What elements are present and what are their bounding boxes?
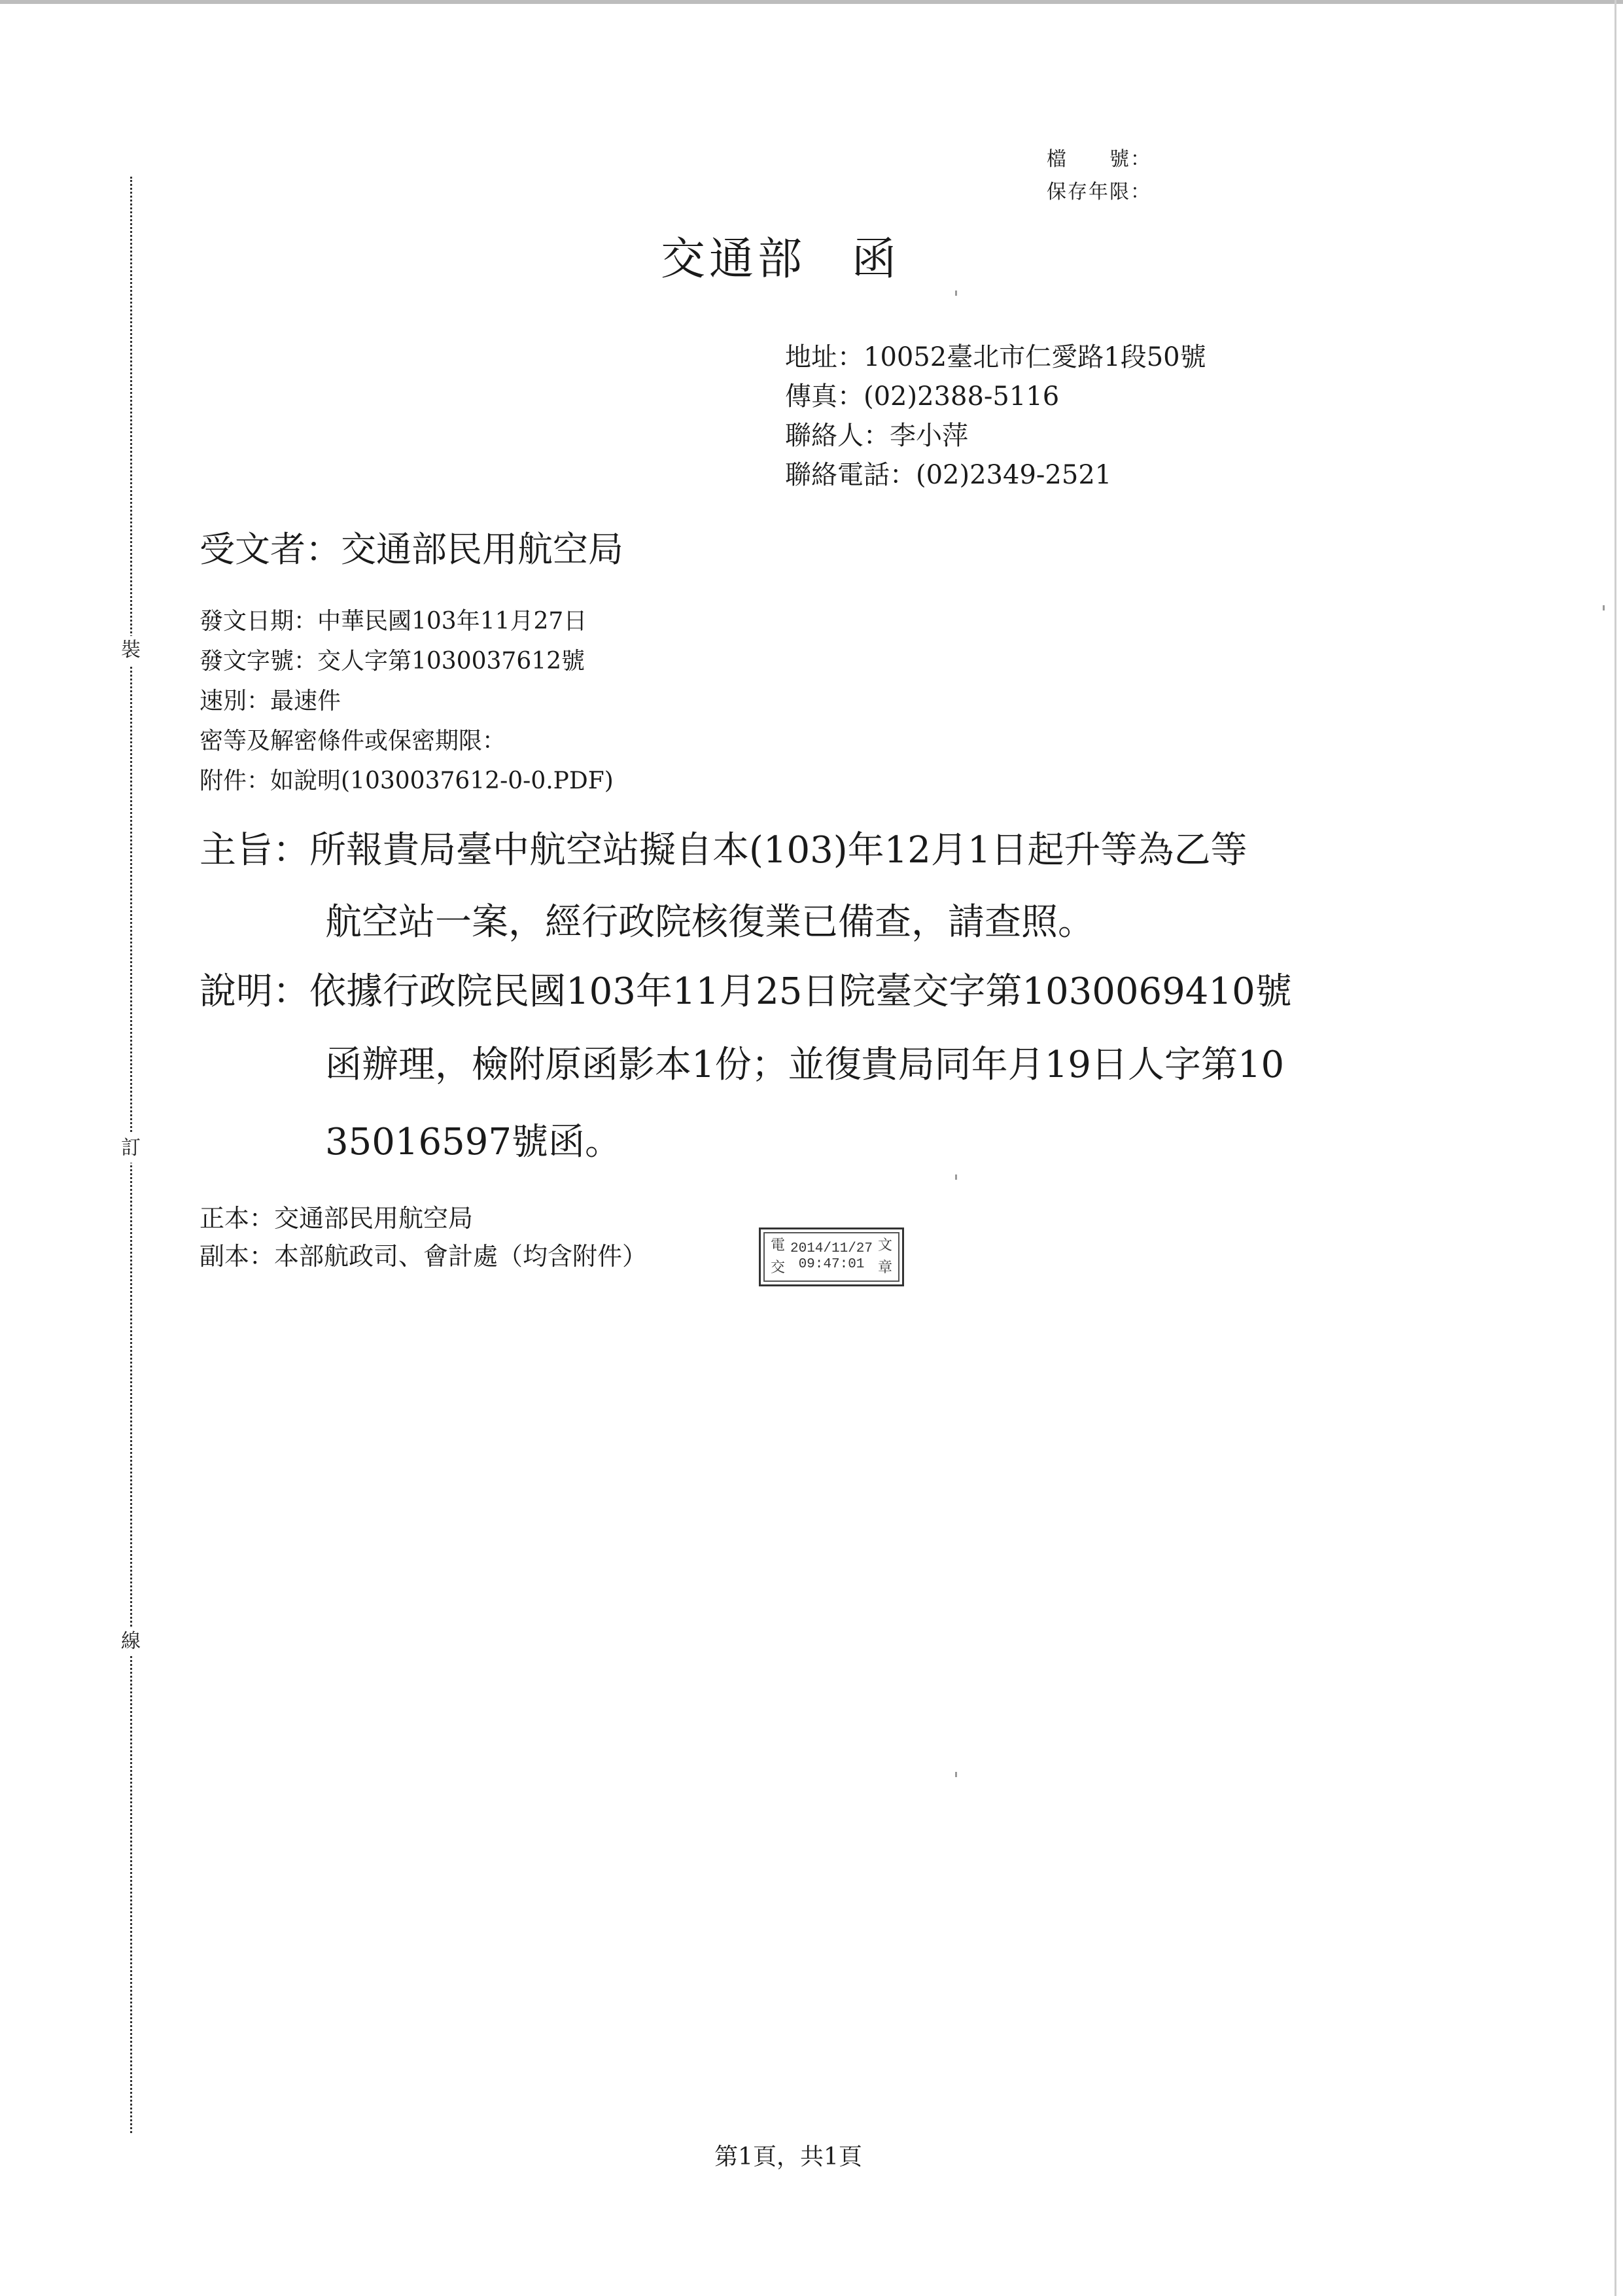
file-number-label: 檔 號： xyxy=(1047,148,1151,171)
stamp-time: 09:47:01 xyxy=(798,1257,865,1272)
stamp-date: 2014/11/27 xyxy=(790,1241,873,1256)
explanation-line-1: 說明：依據行政院民國103年11月25日院臺交字第1030069410號 xyxy=(200,970,1292,1013)
confidentiality: 密等及解密條件或保密期限： xyxy=(200,728,506,754)
agency-address: 地址：10052臺北市仁愛路1段50號 xyxy=(785,342,1206,372)
stamp-frame xyxy=(763,1232,899,1282)
stamp-datetime xyxy=(790,1241,873,1273)
page-number: 第1頁，共1頁 xyxy=(714,2144,862,2170)
stamp-left-text: 電交 xyxy=(770,1237,785,1276)
contact-phone: 聯絡電話：(02)2349-2521 xyxy=(785,460,1112,490)
document-title xyxy=(661,230,900,289)
scan-speck xyxy=(955,291,957,296)
scan-edge-right xyxy=(1614,0,1616,2296)
issue-date: 發文日期：中華民國103年11月27日 xyxy=(200,608,587,635)
explanation-line-2: 函辦理，檢附原函影本1份；並復貴局同年月19日人字第10 xyxy=(325,1044,1285,1086)
recipient: 受文者：交通部民用航空局 xyxy=(200,529,623,570)
binding-mark-zhuang: 裝 xyxy=(116,636,145,665)
stamp-right-text: 文章 xyxy=(878,1237,893,1276)
retention-period-label: 保存年限： xyxy=(1047,181,1151,203)
urgency: 速別：最速件 xyxy=(200,688,341,715)
binding-mark-xian: 線 xyxy=(116,1627,145,1656)
contact-person: 聯絡人：李小萍 xyxy=(785,421,968,451)
subject-line-2: 航空站一案，經行政院核復業已備查，請查照。 xyxy=(325,901,1094,944)
document-number: 發文字號：交人字第1030037612號 xyxy=(200,648,585,675)
scan-speck xyxy=(955,1772,957,1777)
agency-name: 交通部 xyxy=(661,234,807,285)
copy-recipients: 副本：本部航政司、會計處（均含附件） xyxy=(200,1242,648,1271)
scan-edge-top xyxy=(0,0,1623,4)
electronic-exchange-stamp xyxy=(759,1227,904,1286)
scan-speck xyxy=(1603,605,1605,610)
binding-mark-ding: 訂 xyxy=(116,1134,145,1163)
scan-speck xyxy=(955,1174,957,1180)
agency-fax: 傳真：(02)2388-5116 xyxy=(785,381,1060,412)
explanation-line-3: 35016597號函。 xyxy=(325,1121,622,1163)
document-type: 函 xyxy=(852,234,901,285)
subject-line-1: 主旨：所報貴局臺中航空站擬自本(103)年12月1日起升等為乙等 xyxy=(200,829,1248,872)
attachment: 附件：如說明(1030037612-0-0.PDF) xyxy=(200,768,614,794)
original-recipient: 正本：交通部民用航空局 xyxy=(200,1204,474,1233)
